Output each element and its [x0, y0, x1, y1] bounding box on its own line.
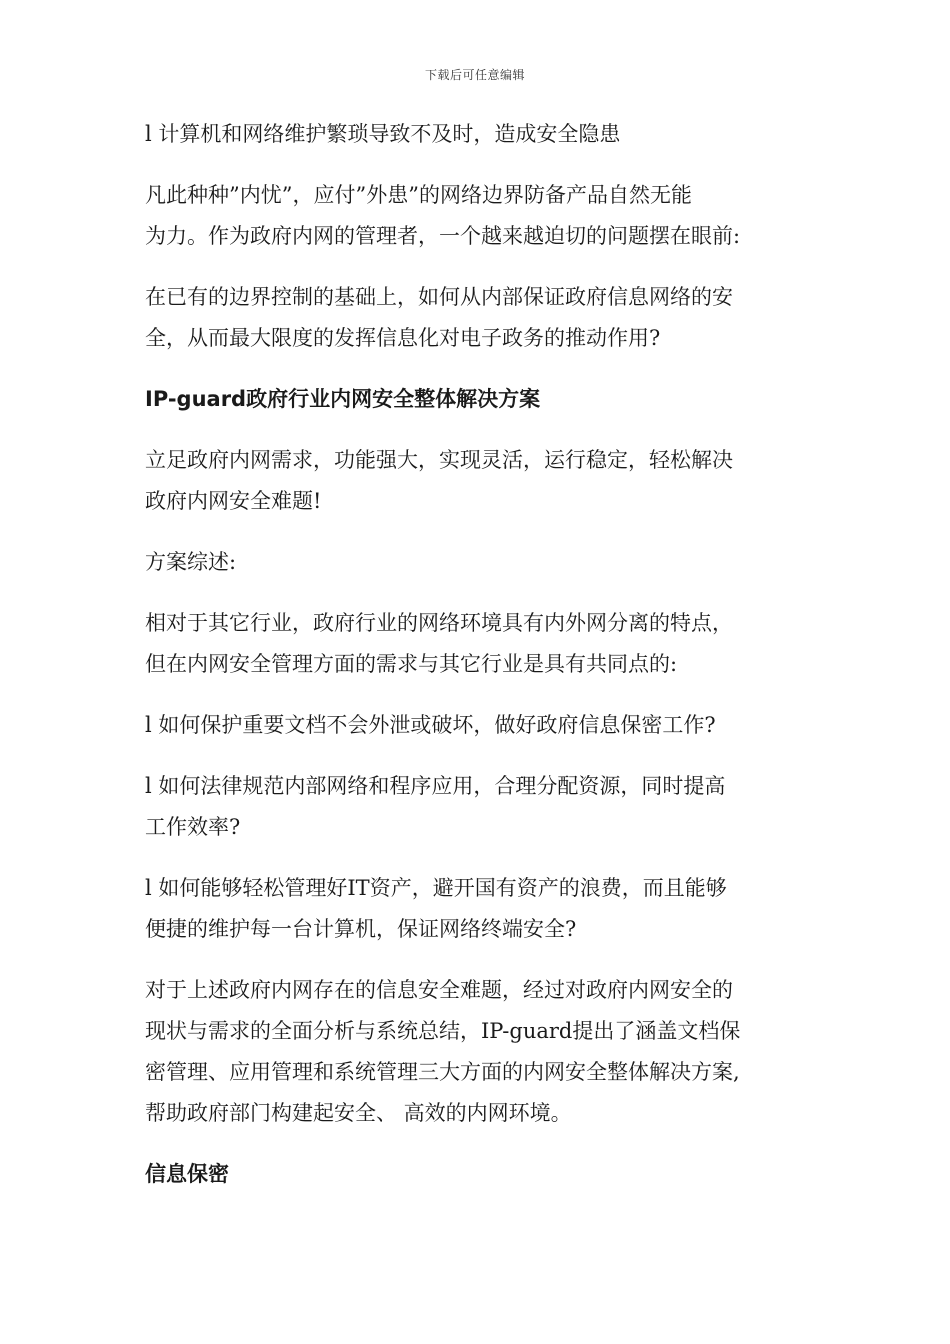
- text-line: 凡此种种”内忧”，应付”外患”的网络边界防备产品自然无能: [145, 183, 692, 207]
- text-line: l 如何能够轻松管理好IT资产，避开国有资产的浪费，而且能够: [145, 876, 727, 900]
- text-line: 但在内网安全管理方面的需求与其它行业是具有共同点的:: [145, 652, 678, 676]
- text-line: l 如何保护重要文档不会外泄或破坏，做好政府信息保密工作?: [145, 713, 716, 737]
- paragraph-internal-threats: [145, 175, 810, 257]
- document-body: [145, 114, 810, 1215]
- text-line: 为力。作为政府内网的管理者，一个越来越迫切的问题摆在眼前:: [145, 224, 741, 248]
- text-line: 帮助政府部门构建起安全、 高效的内网环境。: [145, 1101, 572, 1125]
- section-heading-solution: IP-guard政府行业内网安全整体解决方案: [145, 387, 541, 411]
- text-line: 政府内网安全难题!: [145, 489, 322, 513]
- text-line: 方案综述:: [145, 550, 237, 574]
- bullet-network-regulation: [145, 766, 810, 848]
- page-header-note: 下载后可任意编辑: [424, 68, 525, 82]
- text-line: l 如何法律规范内部网络和程序应用，合理分配资源，同时提高: [145, 774, 726, 798]
- paragraph-industry-comparison: [145, 603, 810, 685]
- section-heading-info-security: 信息保密: [145, 1162, 229, 1186]
- text-line: 工作效率?: [145, 815, 241, 839]
- paragraph-slogan: [145, 440, 810, 522]
- text-line: 在已有的边界控制的基础上，如何从内部保证政府信息网络的安: [145, 285, 733, 309]
- paragraph-question: [145, 277, 810, 359]
- text-line: l 计算机和网络维护繁琐导致不及时，造成安全隐患: [145, 122, 621, 146]
- bullet-document-protection: [145, 705, 810, 746]
- text-line: 对于上述政府内网存在的信息安全难题，经过对政府内网安全的: [145, 978, 733, 1002]
- bullet-it-assets: [145, 868, 810, 950]
- text-line: 密管理、应用管理和系统管理三大方面的内网安全整体解决方案,: [145, 1060, 740, 1084]
- text-line: 现状与需求的全面分析与系统总结，IP-guard提出了涵盖文档保: [145, 1019, 741, 1043]
- text-line: 便捷的维护每一台计算机，保证网络终端安全?: [145, 917, 577, 941]
- text-line: 相对于其它行业，政府行业的网络环境具有内外网分离的特点，: [145, 611, 733, 635]
- bullet-maintenance: [145, 114, 810, 155]
- paragraph-solution-summary: [145, 970, 810, 1134]
- paragraph-overview-label: [145, 542, 810, 583]
- text-line: 全，从而最大限度的发挥信息化对电子政务的推动作用?: [145, 326, 661, 350]
- text-line: 立足政府内网需求，功能强大，实现灵活，运行稳定，轻松解决: [145, 448, 733, 472]
